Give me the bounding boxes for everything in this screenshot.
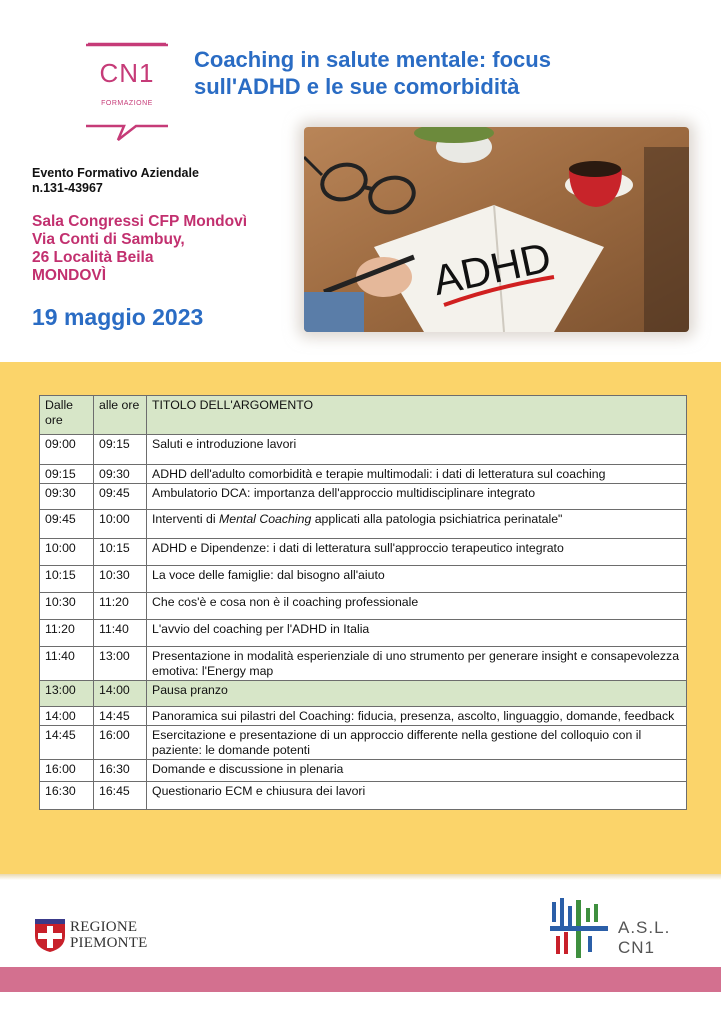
time-from: 11:20 xyxy=(40,620,94,647)
logo-main-text: CN1 xyxy=(99,58,155,88)
time-from: 09:45 xyxy=(40,510,94,539)
table-row xyxy=(40,760,687,782)
table-row xyxy=(40,782,687,810)
topic: Presentazione in modalità esperienziale di uno strumento per generare insight e consapevolezza emotiva: l'Energy map xyxy=(147,647,687,681)
topic-part: Interventi di xyxy=(152,512,219,526)
table-header-row xyxy=(40,396,687,435)
cn1-formazione-logo xyxy=(84,42,170,142)
event-label-line: Evento Formativo Aziendale xyxy=(32,166,199,180)
time-from: 10:15 xyxy=(40,566,94,593)
regione-line: PIEMONTE xyxy=(70,935,148,951)
time-to: 16:45 xyxy=(94,782,147,810)
topic: Saluti e introduzione lavori xyxy=(147,435,687,465)
asl-text: A.S.L. CN1 xyxy=(618,918,671,957)
table-row xyxy=(40,435,687,465)
venue-line: MONDOVÌ xyxy=(32,267,107,284)
table-row xyxy=(40,726,687,760)
time-from: 16:30 xyxy=(40,782,94,810)
event-label xyxy=(32,166,272,196)
time-to: 09:15 xyxy=(94,435,147,465)
time-to: 13:00 xyxy=(94,647,147,681)
time-to: 10:30 xyxy=(94,566,147,593)
time-to: 14:00 xyxy=(94,681,147,707)
table-row xyxy=(40,510,687,539)
regione-piemonte-logo xyxy=(34,918,154,954)
time-from: 09:00 xyxy=(40,435,94,465)
time-from: 09:15 xyxy=(40,465,94,484)
table-row xyxy=(40,620,687,647)
time-to: 11:20 xyxy=(94,593,147,620)
table-row xyxy=(40,484,687,510)
table-row xyxy=(40,681,687,707)
header-from: Dalle ore xyxy=(40,396,94,435)
adhd-notebook-photo xyxy=(304,127,689,332)
time-from: 14:45 xyxy=(40,726,94,760)
notebook-text: ADHD xyxy=(428,233,556,305)
topic: Panoramica sui pilastri del Coaching: fiducia, presenza, ascolto, linguaggio, domande, feedback xyxy=(147,707,687,726)
time-to: 09:45 xyxy=(94,484,147,510)
time-from: 09:30 xyxy=(40,484,94,510)
topic: ADHD dell'adulto comorbidità e terapie multimodali: i dati di letteratura sul coaching xyxy=(147,465,687,484)
time-to: 09:30 xyxy=(94,465,147,484)
venue-line: Via Conti di Sambuy, xyxy=(32,231,185,248)
header-to: alle ore xyxy=(94,396,147,435)
table-row xyxy=(40,566,687,593)
time-from: 14:00 xyxy=(40,707,94,726)
time-from: 16:00 xyxy=(40,760,94,782)
time-from: 10:30 xyxy=(40,593,94,620)
venue-line: 26 Località Beila xyxy=(32,249,154,266)
logo-sub-text: FORMAZIONE xyxy=(101,100,153,107)
table-row xyxy=(40,593,687,620)
topic: Esercitazione e presentazione di un approccio differente nella gestione del colloquio con il paziente: le domande potenti xyxy=(147,726,687,760)
topic-part: applicati alla patologia psichiatrica perinatale" xyxy=(311,512,563,526)
table-row xyxy=(40,707,687,726)
topic: L'avvio del coaching per l'ADHD in Italia xyxy=(147,620,687,647)
topic xyxy=(147,510,687,539)
topic: Questionario ECM e chiusura dei lavori xyxy=(147,782,687,810)
time-to: 16:00 xyxy=(94,726,147,760)
time-to: 10:15 xyxy=(94,539,147,566)
topic: Che cos'è e cosa non è il coaching professionale xyxy=(147,593,687,620)
table-row xyxy=(40,539,687,566)
piemonte-shield-icon xyxy=(34,918,66,952)
table-row xyxy=(40,647,687,681)
venue-address xyxy=(32,213,292,285)
event-code: n.131-43967 xyxy=(32,181,103,195)
time-to: 14:45 xyxy=(94,707,147,726)
time-to: 10:00 xyxy=(94,510,147,539)
table-row xyxy=(40,465,687,484)
topic: ADHD e Dipendenze: i dati di letteratura sull'approccio terapeutico integrato xyxy=(147,539,687,566)
time-from: 10:00 xyxy=(40,539,94,566)
topic: Ambulatorio DCA: importanza dell'approccio multidisciplinare integrato xyxy=(147,484,687,510)
topic: La voce delle famiglie: dal bisogno all'aiuto xyxy=(147,566,687,593)
venue-line: Sala Congressi CFP Mondovì xyxy=(32,213,248,230)
topic: Domande e discussione in plenaria xyxy=(147,760,687,782)
event-date: 19 maggio 2023 xyxy=(32,304,204,330)
time-to: 11:40 xyxy=(94,620,147,647)
footer-bar xyxy=(0,967,721,992)
time-to: 16:30 xyxy=(94,760,147,782)
asl-cross-icon xyxy=(548,896,612,960)
time-from: 13:00 xyxy=(40,681,94,707)
time-from: 11:40 xyxy=(40,647,94,681)
page-title: Coaching in salute mentale: focus sull'ADHD e le sue comorbidità xyxy=(194,47,551,99)
topic: Pausa pranzo xyxy=(147,681,687,707)
schedule-table xyxy=(39,395,687,810)
divider xyxy=(0,874,721,880)
topic-emphasis: Mental Coaching xyxy=(219,512,312,526)
header-topic: TITOLO DELL'ARGOMENTO xyxy=(147,396,687,435)
asl-cn1-logo xyxy=(548,896,708,960)
regione-line: REGIONE xyxy=(70,919,138,935)
